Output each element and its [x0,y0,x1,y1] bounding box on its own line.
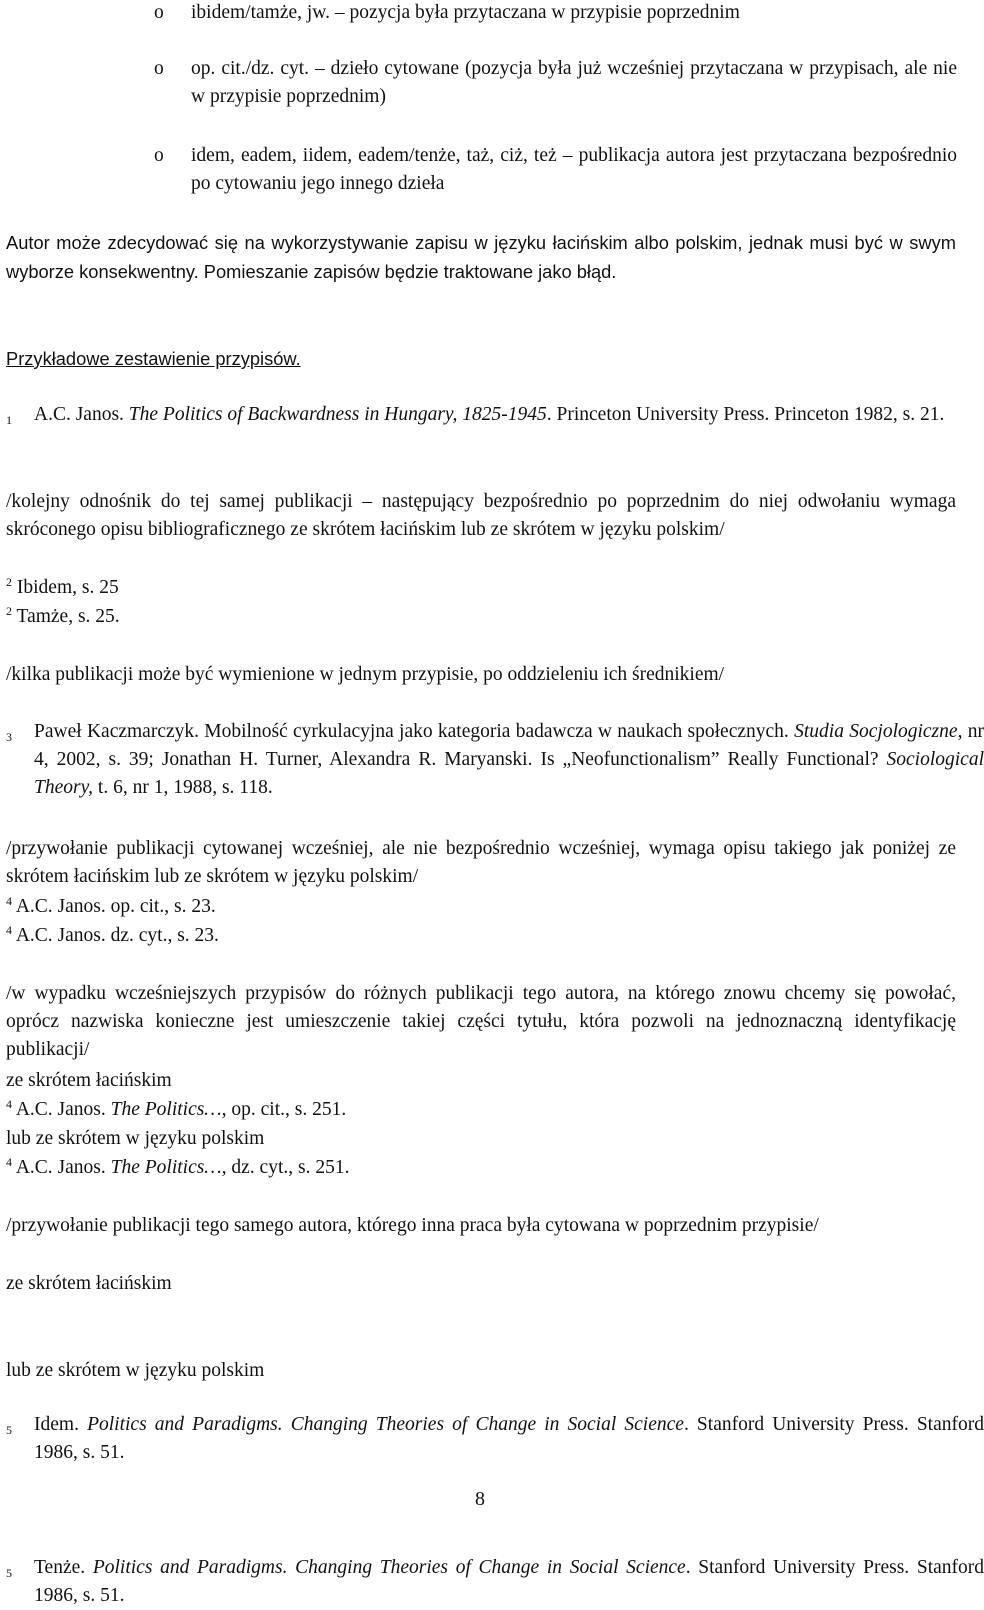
bullet-marker: o [154,58,164,79]
instruction-note: /przywołanie publikacji tego samego autora, którego inna praca była cytowana w poprzednim przypisie/ [6,1215,819,1236]
footnote-4d [6,1154,956,1182]
footnote-text: Paweł Kaczmarczyk. Mobilność cyrkulacyjna jako kategoria badawcza w naukach społecznych. [34,721,795,742]
footnote-number: 5 [6,1423,12,1437]
footnote-number: 2 [6,575,12,589]
footnote-5a [6,1411,984,1467]
label-latin: ze skrótem łacińskim [6,1273,172,1294]
journal-title: Studia Socjologiczne [794,721,958,742]
footnote-number: 2 [6,604,12,618]
footnote-number: 4 [6,1155,12,1169]
page-number: 8 [475,1488,485,1510]
footnote-text: A.C. Janos. [15,1157,111,1178]
instruction-note: /kilka publikacji może być wymienione w jednym przypisie, po oddzieleniu ich średnikiem/ [6,664,725,685]
footnote-5b [6,1554,984,1610]
footnote-number: 4 [6,894,12,908]
footnote-text: , op. cit., s. 251. [221,1099,347,1120]
journal-title: Sociological Theory, [34,749,984,798]
footnote-text: . Stanford University Press. Stanford 1986, s. 51. [34,1557,984,1606]
footnote-4a [6,893,956,921]
footnote-text: Ibidem, s. 25 [16,577,119,598]
footnote-text: t. 6, nr 1, 1988, s. 118. [93,777,273,798]
footnote-text: . Princeton University Press. Princeton 1982, s. 21. [546,404,945,425]
footnote-2b [6,603,956,631]
label-polish: lub ze skrótem w języku polskim [6,1128,265,1149]
instruction-note: /kolejny odnośnik do tej samej publikacji – następujący bezpośrednio po poprzednim do niej odwołaniu wymaga skróconego opisu bibliograficznego ze skrótem łacińskim lub ze skrótem w języku polskim/ [6,491,956,540]
footnote-4b [6,922,956,950]
footnote-text: Tamże, s. 25. [16,606,120,627]
instruction-note: /w wypadku wcześniejszych przypisów do różnych publikacji tego autora, na którego znowu chcemy się powołać, oprócz nazwiska konieczne jest umieszczenie takiej części tytułu, która pozwoli na jednoznaczną identyfikację publikacji/ [6,983,956,1060]
footnote-number: 3 [6,730,12,744]
list-item: ibidem/tamże, jw. – pozycja była przytaczana w przypisie poprzednim [191,2,740,23]
footnote-text: A.C. Janos. [15,1099,111,1120]
footnote-number: 4 [6,923,12,937]
footnote-1 [6,401,984,429]
instruction-note: /przywołanie publikacji cytowanej wcześniej, ale nie bezpośrednio wcześniej, wymaga opisu takiego jak poniżej ze skrótem łacińskim lub ze skrótem w języku polskim/ [6,838,956,887]
label-polish: lub ze skrótem w języku polskim [6,1360,265,1381]
footnote-text: A.C. Janos. op. cit., s. 23. [15,896,216,917]
footnote-title: The Politics of Backwardness in Hungary, 1825-1945 [128,404,547,425]
footnote-text: . Stanford University Press. Stanford 1986, s. 51. [34,1414,984,1463]
footnote-2a [6,574,956,602]
example-heading: Przykładowe zestawienie przypisów. [6,348,301,369]
footnote-text: , nr 4, 2002, s. 39; Jonathan H. Turner, Alexandra R. Maryanski. Is „Neofunctionalism” Really Functional? [34,721,984,770]
footnote-text: A.C. Janos. [34,404,129,425]
footnote-text: dz. cyt., s. 251. [226,1157,350,1178]
footnote-text: Tenże. [34,1557,93,1578]
footnote-title: The Politics… [110,1099,222,1120]
footnote-text: Idem. [34,1414,88,1435]
footnote-3 [6,718,984,802]
label-latin: ze skrótem łacińskim [6,1070,172,1091]
footnote-number: 5 [6,1566,12,1580]
bullet-marker: o [154,145,164,166]
list-item: idem, eadem, iidem, eadem/tenże, taż, ciż, też – publikacja autora jest przytaczana bezpośrednio po cytowaniu jego innego dzieła [191,145,957,194]
footnote-number: 4 [6,1097,12,1111]
bullet-marker: o [154,2,164,23]
footnote-title: The Politics…, [110,1157,227,1178]
footnote-title: Politics and Paradigms. Changing Theories of Change in Social Science [87,1414,684,1435]
footnote-text: A.C. Janos. dz. cyt., s. 23. [15,925,219,946]
footnote-title: Politics and Paradigms. Changing Theories of Change in Social Science [92,1557,686,1578]
list-item: op. cit./dz. cyt. – dzieło cytowane (pozycja była już wcześniej przytaczana w przypisach, ale nie w przypisie poprzednim) [191,58,957,107]
footnote-number: 1 [6,413,12,427]
intro-paragraph: Autor może zdecydować się na wykorzystywanie zapisu w języku łacińskim albo polskim, jednak musi być w swym wyborze konsekwentny. Pomieszanie zapisów będzie traktowane jako błąd. [6,232,956,282]
footnote-4c [6,1096,956,1124]
